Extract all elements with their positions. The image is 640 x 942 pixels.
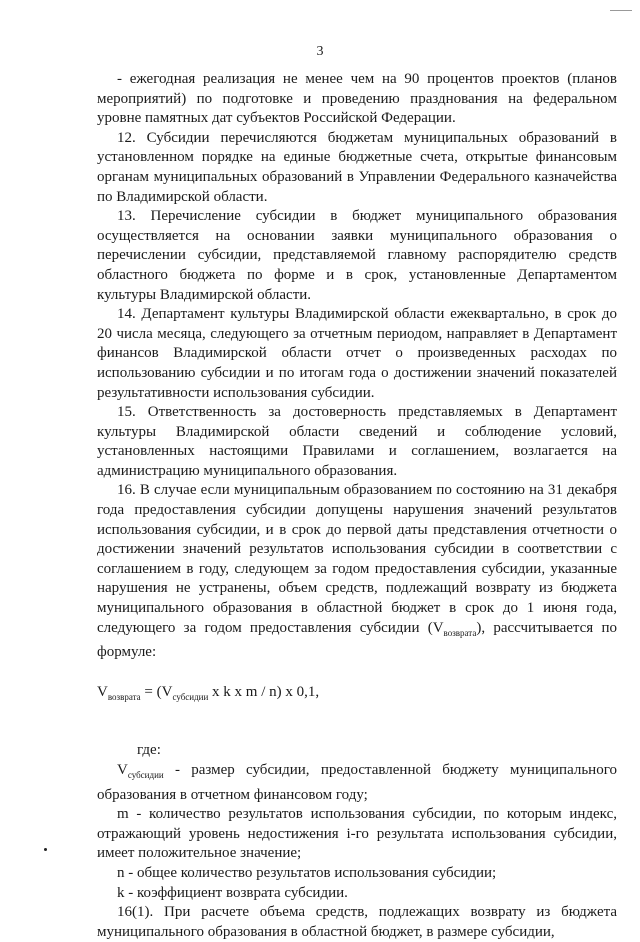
paragraph-16-tail: ), рассчитывается по формуле:	[97, 619, 617, 661]
paragraph-16-1: 16(1). При расчете объема средств, подлежащих возврату из бюджета муниципального образования в областной бюджет, в размере субсидии,	[97, 904, 617, 940]
paragraph-goal: - ежегодная реализация не менее чем на 90 процентов проектов (планов мероприятий) по подготовке и проведению празднования на федеральном уровне памятных дат субъектов Российской Федерации.	[97, 71, 617, 127]
v-return-subscript: возврата	[443, 627, 477, 638]
scan-dot	[44, 848, 47, 851]
paragraph-15: 15. Ответственность за достоверность представляемых в Департамент культуры Владимирской области сведений и соблюдение условий, установленных настоящими Правилами и соглашением, возлагается на администрацию муниципального образования.	[97, 404, 617, 479]
paragraph-16-main: 16. В случае если муниципальным образованием по состоянию на 31 декабря года предоставления субсидии допущены нарушения значений результатов использования субсидии, и в срок до первой даты представления отчетности о достижении значений результатов использования субсидии в соответствии с соглашением в году, следующем за годом предоставления субсидии, указанные нарушения не устранены, объем средств, подлежащий возврату из бюджета муниципального образования в областной бюджет в срок до 1 июня года, следующего за годом предоставления субсидии (V	[97, 482, 617, 636]
definition-k: k - коэффициент возврата субсидии.	[117, 884, 348, 901]
page-number: 3	[316, 44, 324, 59]
definition-m: m - количество результатов использования субсидии, по которым индекс, отражающий уровень недостижения i-го результата использования субсидии, имеет положительное значение;	[97, 806, 617, 862]
paragraph-16	[97, 481, 617, 662]
paragraph-14: 14. Департамент культуры Владимирской области ежеквартально, в срок до 20 числа месяца, следующего за отчетным периодом, направляет в Департамент финансов Владимирской области отчет о произведенных расходах по использованию субсидии и по итогам года о достижении значений показателей результативности использования субсидии.	[97, 306, 617, 401]
scan-mark	[610, 10, 632, 11]
document-body	[97, 70, 617, 942]
definition-n: n - общее количество результатов использования субсидии;	[117, 864, 497, 881]
paragraph-12: 12. Субсидии перечисляются бюджетам муниципальных образований в установленном порядке на единые бюджетные счета, открытые финансовым органам муниципальных образований в Управлении Федерального казначейства по Владимирской области.	[97, 129, 617, 205]
return-formula: $V_{возврата} = (V_{субсидии}$ x k x m / n) x 0,1,	[97, 683, 320, 702]
where-label: где:	[137, 742, 161, 759]
definition-v: $V_{субсидии}$ - размер субсидии, предоставленной бюджету муниципального образования в отчетном финансовом году;	[97, 762, 617, 803]
paragraph-13: 13. Перечисление субсидии в бюджет муниципального образования осуществляется на основании заявки муниципального образования о перечислении субсидии, представляемой главному распорядителю средств областного бюджета по форме и в срок, установленные Департаментом культуры Владимирской области.	[97, 208, 617, 303]
